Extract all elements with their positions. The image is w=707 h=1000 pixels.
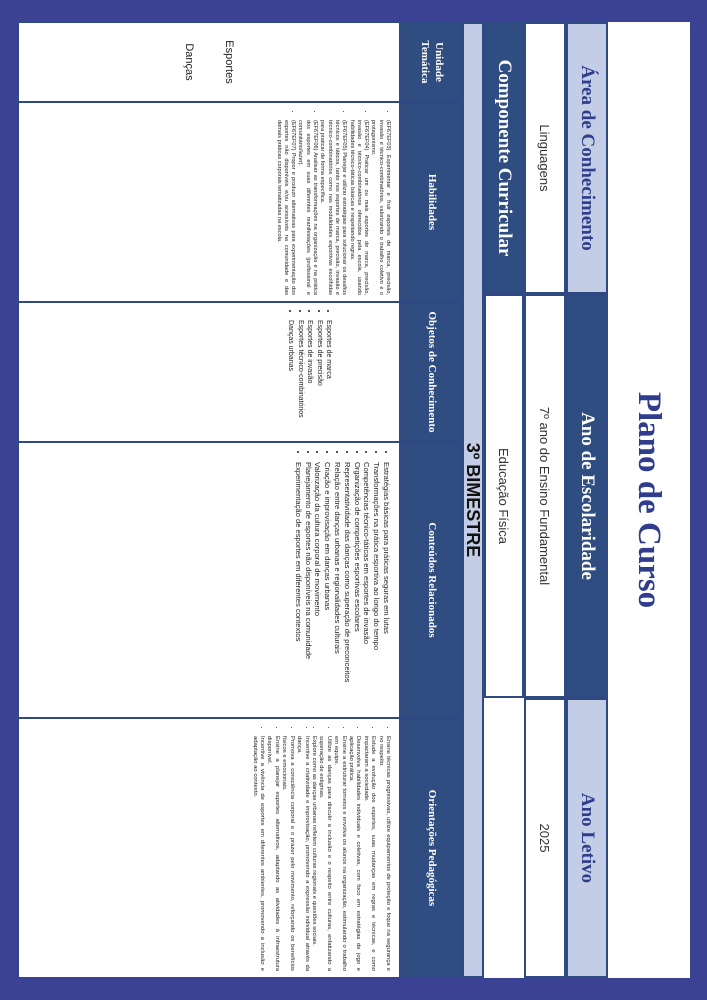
list-item: • Esportes de invasão — [305, 320, 314, 435]
ano-escolaridade-value: 7º ano do Ensino Fundamental — [524, 294, 566, 698]
list-item: • Valorização da cultura corporal de movimento — [313, 462, 323, 709]
orientacoes-cell — [18, 718, 400, 978]
ano-letivo-label: Ano Letivo — [566, 698, 608, 978]
list-item: • Ensine técnicas progressivas, utilize equipamentos de proteção e foque na segurança e no respeito. — [376, 736, 391, 971]
list-item: • Experimentação de esportes em diferentes contextos — [293, 462, 303, 709]
unidade-esportes: Esportes — [223, 40, 235, 84]
list-item: • Ensine a estruturar torneios e envolva os alunos na organização, estimulando o trabalho em equipe. — [332, 736, 347, 971]
unidade-cell — [18, 22, 400, 102]
col-habilidades-header: Habilidades — [400, 102, 462, 302]
list-item: • Desenvolva habilidades individuais e coletivas, com foco em estratégias de jogo e aplicação prática. — [347, 736, 362, 971]
habilidades-cell — [18, 102, 400, 302]
unidade-dancas: Danças — [183, 43, 195, 81]
col-orientacoes-header: Orientações Pedagógicas — [400, 718, 462, 978]
list-item: • (EF67EF05) Planejar e utilizar estratégias para solucionar os desafios técnicos e táticos, tanto nos esportes de marca, precisão, invasão e técnico-combinatórios como nas modalidades esportivas escolhidas para praticar de forma específica. — [318, 120, 347, 295]
list-item: • (EF67EF07) Propor e produzir alternativas para experimentação dos esportes não disponíveis e/ou acessíveis na comunidade e das demais práticas corporais tematizadas na escola. — [274, 120, 296, 295]
conteudos-cell — [18, 442, 400, 718]
list-item: • (EF67EF03) Experimentar e fruir esportes de marca, precisão, invasão e técnico-combinatórios, valorizando o trabalho coletivo e o protagonismo. — [369, 120, 391, 295]
list-item: • Incentive a vivência de esportes em diferentes ambientes, promovendo a inclusão e adaptação ao contexto. — [250, 736, 265, 971]
area-label: Área de Conhecimento — [566, 22, 608, 294]
bimestre-banner: 3º BIMESTRE — [462, 22, 484, 978]
page-title: Plano de Curso — [631, 391, 668, 609]
list-item: • Utilize as danças para discutir a inclusão e o respeito entre culturas, enfatizando a superação de estigmas. — [317, 736, 332, 971]
componente-label: Componente Curricular — [484, 22, 524, 294]
objetos-list — [286, 309, 333, 435]
list-item: • Promova a consciência corporal e o prazer pelo movimento, reforçando os benefícios físicos e emocionais. — [280, 736, 295, 971]
list-item: • Competências técnico-táticas em esportes de invasão — [362, 462, 372, 709]
col-unidade-header: Unidade Temática — [400, 22, 462, 102]
list-item: • Estude a evolução dos esportes, suas mudanças em regras e técnicas, e como impactaram a sociedade. — [361, 736, 376, 971]
list-item: • (EF67EF06) Analisar as transformações na organização e na prática dos esportes em suas diferentes manifestações (profissional e comunitário/lazer). — [296, 120, 318, 295]
list-item: • Incentive a criatividade e improvisação, promovendo a expressão individual através da dança. — [295, 736, 310, 971]
list-item: • Explore como as danças urbanas refletem culturas regionais e questões sociais. — [310, 736, 317, 971]
document-page — [18, 22, 690, 978]
objetos-cell — [18, 302, 400, 442]
col-conteudos-header: Conteúdos Relacionados — [400, 442, 462, 718]
list-item: • Representatividade das danças como superação de preconceitos — [342, 462, 352, 709]
list-item: • Criação e improvisação em danças urbanas — [322, 462, 332, 709]
list-item: • Esportes técnico-combinatórios — [295, 320, 304, 435]
list-item: • Danças urbanas — [286, 320, 295, 435]
ano-escolaridade-label: Ano de Escolaridade — [566, 294, 608, 698]
componente-value: Educação Física — [484, 294, 524, 698]
conteudos-list — [293, 451, 391, 709]
list-item: • Planejamento de esportes não disponíveis na comunidade — [303, 462, 313, 709]
area-value: Linguagens — [524, 22, 566, 294]
list-item: • Esportes de marca — [324, 320, 333, 435]
ano-letivo-value: 2025 — [524, 698, 566, 978]
list-item: • Esportes de precisão — [314, 320, 323, 435]
list-item: • Estratégias básicas para práticas seguras em lutas — [381, 462, 391, 709]
list-item: • Transformações na prática esportiva ao longo do tempo — [371, 462, 381, 709]
list-item: • Relação entre danças urbanas e regionalidades culturais — [332, 462, 342, 709]
list-item: • (EF67EF04) Praticar um ou mais esportes de marca, precisão, invasão e técnico-combinatórios oferecidos pela escola, usando habilidades técnico-táticas básicas e respeitando regras. — [347, 120, 369, 295]
col-objetos-header: Objetos de Conhecimento — [400, 302, 462, 442]
list-item: • Organização de competições esportivas escolares — [352, 462, 362, 709]
orientacoes-list — [250, 725, 391, 971]
rotated-content — [18, 22, 690, 978]
habilidades-list — [274, 109, 391, 295]
list-item: • Ensine a planejar esportes alternativos, adaptando as atividades à infraestrutura disponível. — [265, 736, 280, 971]
